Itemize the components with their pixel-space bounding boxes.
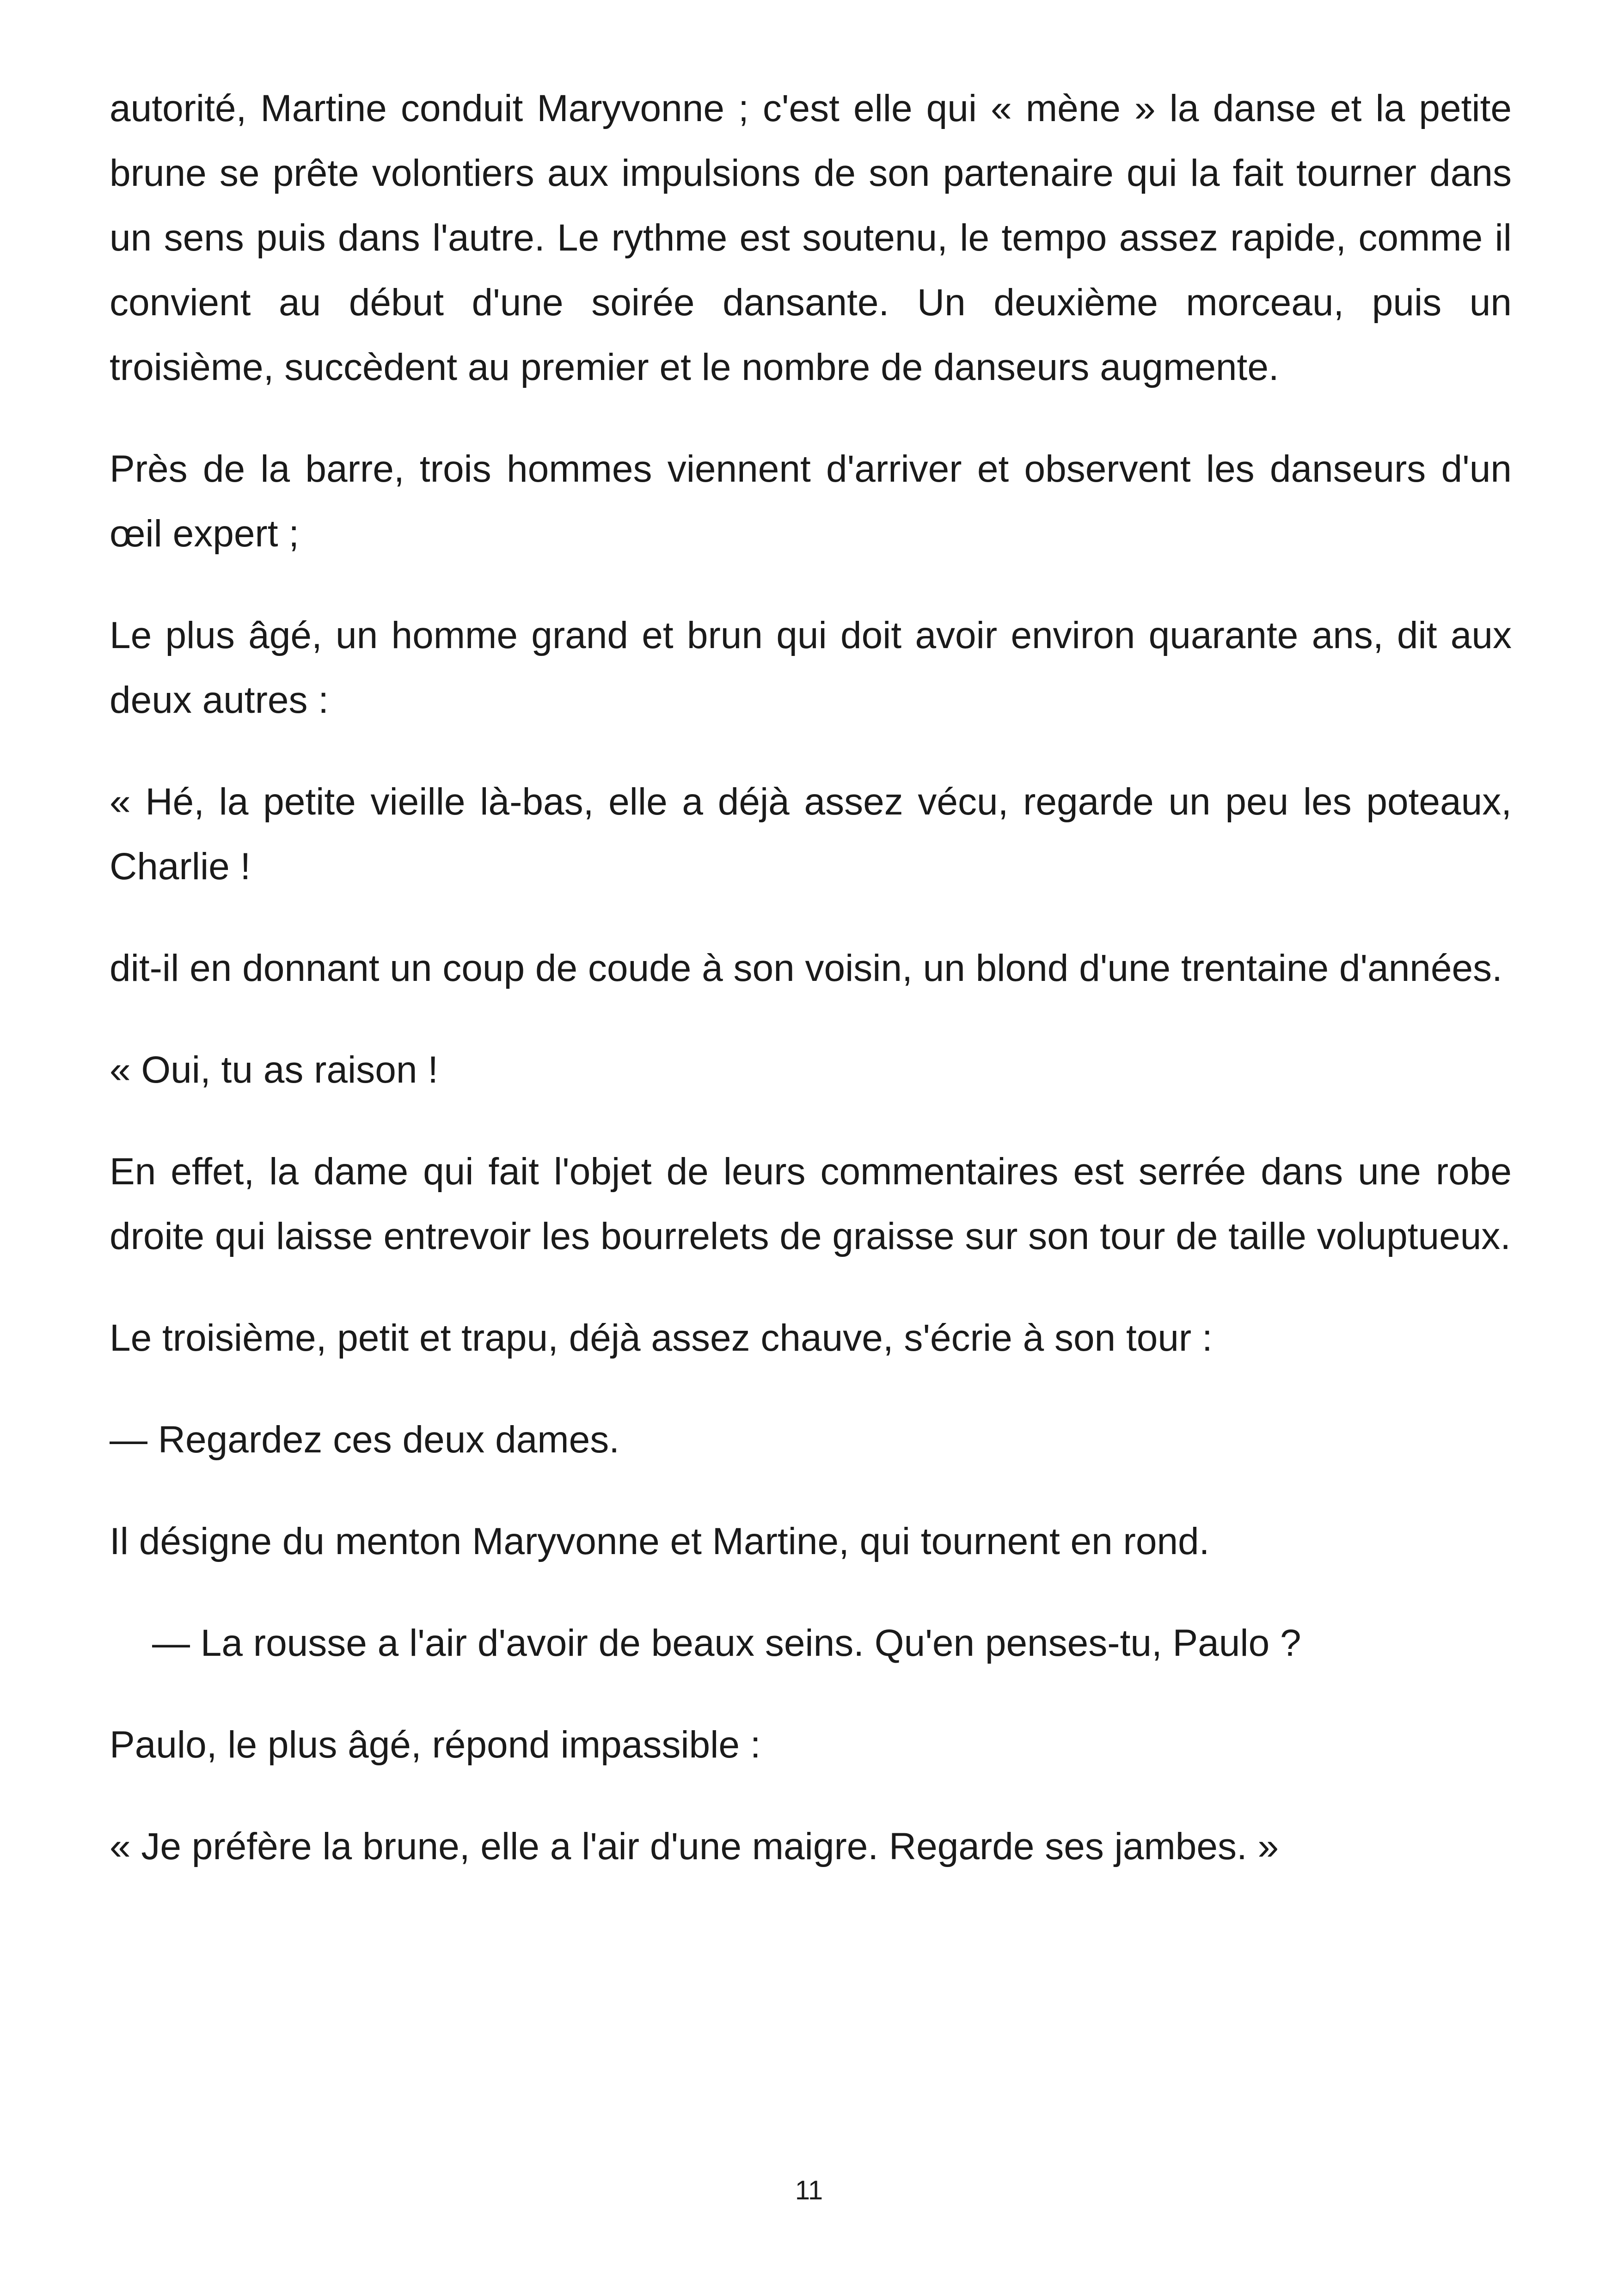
paragraph-13: « Je préfère la brune, elle a l'air d'une maigre. Regarde ses jambes. » (110, 1825, 1279, 1867)
paragraph-12: Paulo, le plus âgé, répond impassible : (110, 1724, 761, 1766)
paragraph-4: « Hé, la petite vieille là-bas, elle a déjà assez vécu, regarde un peu les poteaux, Charlie ! (110, 781, 1512, 888)
paragraph-11: — La rousse a l'air d'avoir de beaux seins. Qu'en penses-tu, Paulo ? (152, 1622, 1301, 1664)
page-number: 11 (795, 2175, 823, 2205)
paragraph-7: En effet, la dame qui fait l'objet de leurs commentaires est serrée dans une robe droite qui laisse entrevoir les bourrelets de graisse sur son tour de taille voluptueux. (110, 1151, 1512, 1257)
paragraph-2: Près de la barre, trois hommes viennent d'arriver et observent les danseurs d'un œil expert ; (110, 448, 1512, 555)
paragraph-3: Le plus âgé, un homme grand et brun qui doit avoir environ quarante ans, dit aux deux autres : (110, 614, 1512, 721)
body-text (110, 76, 1512, 1916)
paragraph-1: autorité, Martine conduit Maryvonne ; c'est elle qui « mène » la danse et la petite brune se prête volontiers aux impulsions de son partenaire qui la fait tourner dans un sens puis dans l'autre. Le rythme est soutenu, le tempo assez rapide, comme il convient au début d'une soirée dansante. Un deuxième morceau, puis un troisième, succèdent au premier et le nombre de danseurs augmente. (110, 87, 1512, 388)
paragraph-8: Le troisième, petit et trapu, déjà assez chauve, s'écrie à son tour : (110, 1317, 1213, 1359)
paragraph-5: dit-il en donnant un coup de coude à son voisin, un blond d'une trentaine d'années. (110, 947, 1502, 989)
paragraph-6: « Oui, tu as raison ! (110, 1049, 439, 1091)
paragraph-9: — Regardez ces deux dames. (110, 1419, 619, 1461)
paragraph-10: Il désigne du menton Maryvonne et Martine, qui tournent en rond. (110, 1520, 1210, 1562)
